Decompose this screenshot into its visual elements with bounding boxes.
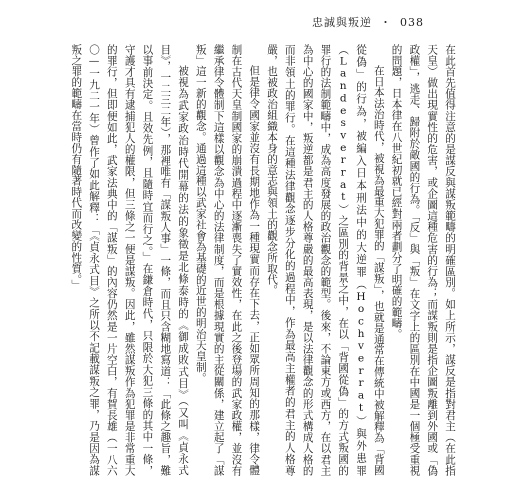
vertical-text-body <box>58 44 458 476</box>
running-header <box>312 14 424 30</box>
header-separator: ・ <box>380 16 392 29</box>
paragraph-2: 在日本法治時代，被視為最重大犯罪的「謀叛」，也就是通常在傳統中被解釋為「背國從偽」的行為，被編入日本刑法中的大逆罪（Hochverrat）與外患罪（Landesverrat）之區別的背景之中，在以「背國從偽」的方式叛國的罪行的法制範疇中，成為高度發展的政治觀念的範型。後來，不論東方或西方，在以君主為中心的國家中，叛逆都是君主的人格尊嚴的最高表現，是以法律觀念的形式構成人格的而非領土的罪行。在這種法律觀念逐步分化的過程中，作為最高主權者的君主的人格尊嚴，也被政治組織本身的意志與領土的觀念所取代。 <box>266 44 385 476</box>
book-title: 忠誠與叛逆 <box>312 16 372 29</box>
page-number: 038 <box>400 16 424 29</box>
paragraph-4: 被視為武家政治時代開幕的法的象徵是北條泰時的《御成敗式目》（又叫《貞永式目》，一二三二年），那裡唯有「謀叛人事」一條，而且只含糊地寫道：「此條之趣旨，難以事前決定。且效先例，且隨時宜而行之。」在鎌倉時代，只限於大犯三條的其中一條，守護才具有逮捕犯人的權限，但三條之一便是謀叛。因此，雖然謀叛作為犯罪是非常重大的罪行，但即便如此，武家法典中的「謀叛」的內容仍然是一片空白，有賀長雄（一八六〇—一九二一年）曾作了如此解釋：「《貞永式目》之所以不記載謀叛之罪，乃是因為謀叛之罪的範疇在當時仍有隨著時代而改變的性質。」 <box>70 44 190 476</box>
paragraph-1: 在此首先值得注意的是謀反與謀叛範疇的明確區別。如上所示，謀反是指對君主（在此指天皇）做出現實性的危害，或企圖這種危害的行為；而謀叛則是指企圖叛離到外國或「偽政權」，逃走、歸附於敵國的行為。「反」與「叛」在文字上的區別在中國是一個極受重視的問題，日本律在八世紀初就已經對兩者劃分了明確的範疇。 <box>390 44 456 476</box>
paragraph-3: 但是律令國家並沒有長期地作為一種現實而存在下去，正如眾所周知的那樣，律令體制在古代天皇制國家的崩潰過程中逐漸喪失了實效性，在此之後登場的武家政權，並沒有繼承律令體制下這樣以觀念為中心的法律制度，而是根據現實的主從關係，建立起了「謀叛」這一新的觀念。通過這種以武家社會為基礎的近世的明治天皇制。 <box>194 44 261 476</box>
